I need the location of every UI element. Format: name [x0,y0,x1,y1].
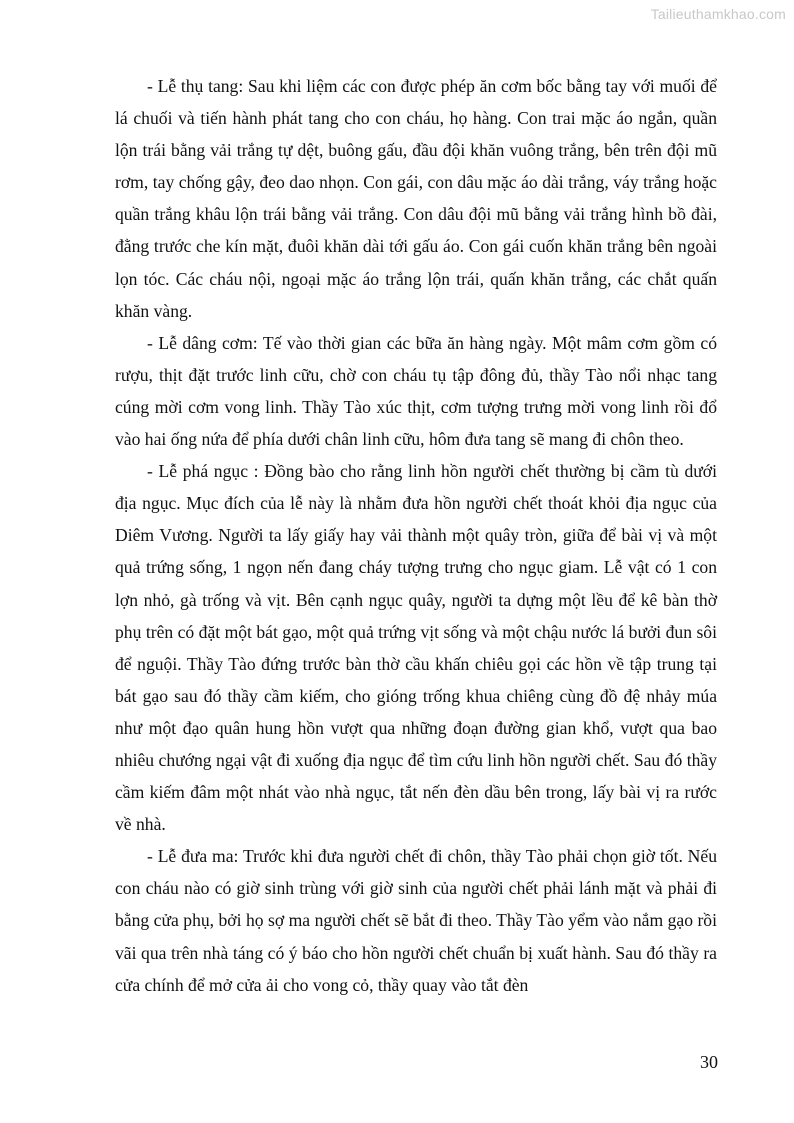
page-body [115,70,717,1001]
paragraph-pha-nguc: - Lễ phá ngục : Đồng bào cho rằng linh hồn người chết thường bị cầm tù dưới địa ngục. Mục đích của lễ này là nhằm đưa hồn người chết thoát khỏi địa ngục của Diêm Vương. Người ta lấy giấy hay vải thành một quây tròn, giữa để bài vị và một quả trứng sống, 1 ngọn nến đang cháy tượng trưng cho ngục giam. Lễ vật có 1 con lợn nhỏ, gà trống và vịt. Bên cạnh ngục quây, người ta dựng một lều để kê bàn thờ phụ trên có đặt một bát gạo, một quả trứng vịt sống và một chậu nước lá bưởi đun sôi để nguội. Thầy Tào đứng trước bàn thờ cầu khấn chiêu gọi các hồn về tập trung tại bát gạo sau đó thầy cầm kiếm, cho gióng trống khua chiêng cùng đồ đệ nhảy múa như một đạo quân hung hồn vượt qua những đoạn đường gian khổ, vượt qua bao nhiêu chướng ngại vật đi xuống địa ngục để tìm cứu linh hồn người chết. Sau đó thầy cầm kiếm đâm một nhát vào nhà ngục, tắt nến đèn dầu bên trong, lấy bài vị ra rước về nhà. [115,461,717,835]
watermark-text: Tailieuthamkhao.com [650,6,786,22]
paragraph-dua-ma: - Lễ đưa ma: Trước khi đưa người chết đi chôn, thầy Tào phải chọn giờ tốt. Nếu con cháu nào có giờ sinh trùng với giờ sinh của người chết phải lánh mặt và phải đi bằng cửa phụ, bởi họ sợ ma người chết sẽ bắt đi theo. Thầy Tào yểm vào nắm gạo rồi vãi qua trên nhà táng có ý báo cho hồn người chết chuẩn bị xuất hành. Sau đó thầy ra cửa chính để mở cửa ải cho vong cỏ, thầy quay vào tắt đèn [115,846,717,995]
paragraph-thu-tang: - Lễ thụ tang: Sau khi liệm các con được phép ăn cơm bốc bằng tay với muối để lá chuối và tiến hành phát tang cho con cháu, họ hàng. Con trai mặc áo ngắn, quần lộn trái bằng vải trắng tự dệt, buông gấu, đầu đội khăn vuông trắng, bên trên đội mũ rơm, tay chống gậy, đeo dao nhọn. Con gái, con dâu mặc áo dài trắng, váy trắng hoặc quần trắng khâu lộn trái bằng vải trắng. Con dâu đội mũ bằng vải trắng hình bồ đài, đằng trước che kín mặt, đuôi khăn dài tới gấu áo. Con gái cuốn khăn trắng bên ngoài lọn tóc. Các cháu nội, ngoại mặc áo trắng lộn trái, quấn khăn trắng, các chắt quấn khăn vàng. [115,76,717,321]
paragraph-dang-com: - Lễ dâng cơm: Tế vào thời gian các bữa ăn hàng ngày. Một mâm cơm gồm có rượu, thịt đặt trước linh cữu, chờ con cháu tụ tập đông đủ, thầy Tào nổi nhạc tang cúng mời cơm vong linh. Thầy Tào xúc thịt, cơm tượng trưng mời vong linh rồi đổ vào hai ống nứa để phía dưới chân linh cữu, hôm đưa tang sẽ mang đi chôn theo. [115,332,717,450]
page-number: 30 [700,1052,718,1072]
